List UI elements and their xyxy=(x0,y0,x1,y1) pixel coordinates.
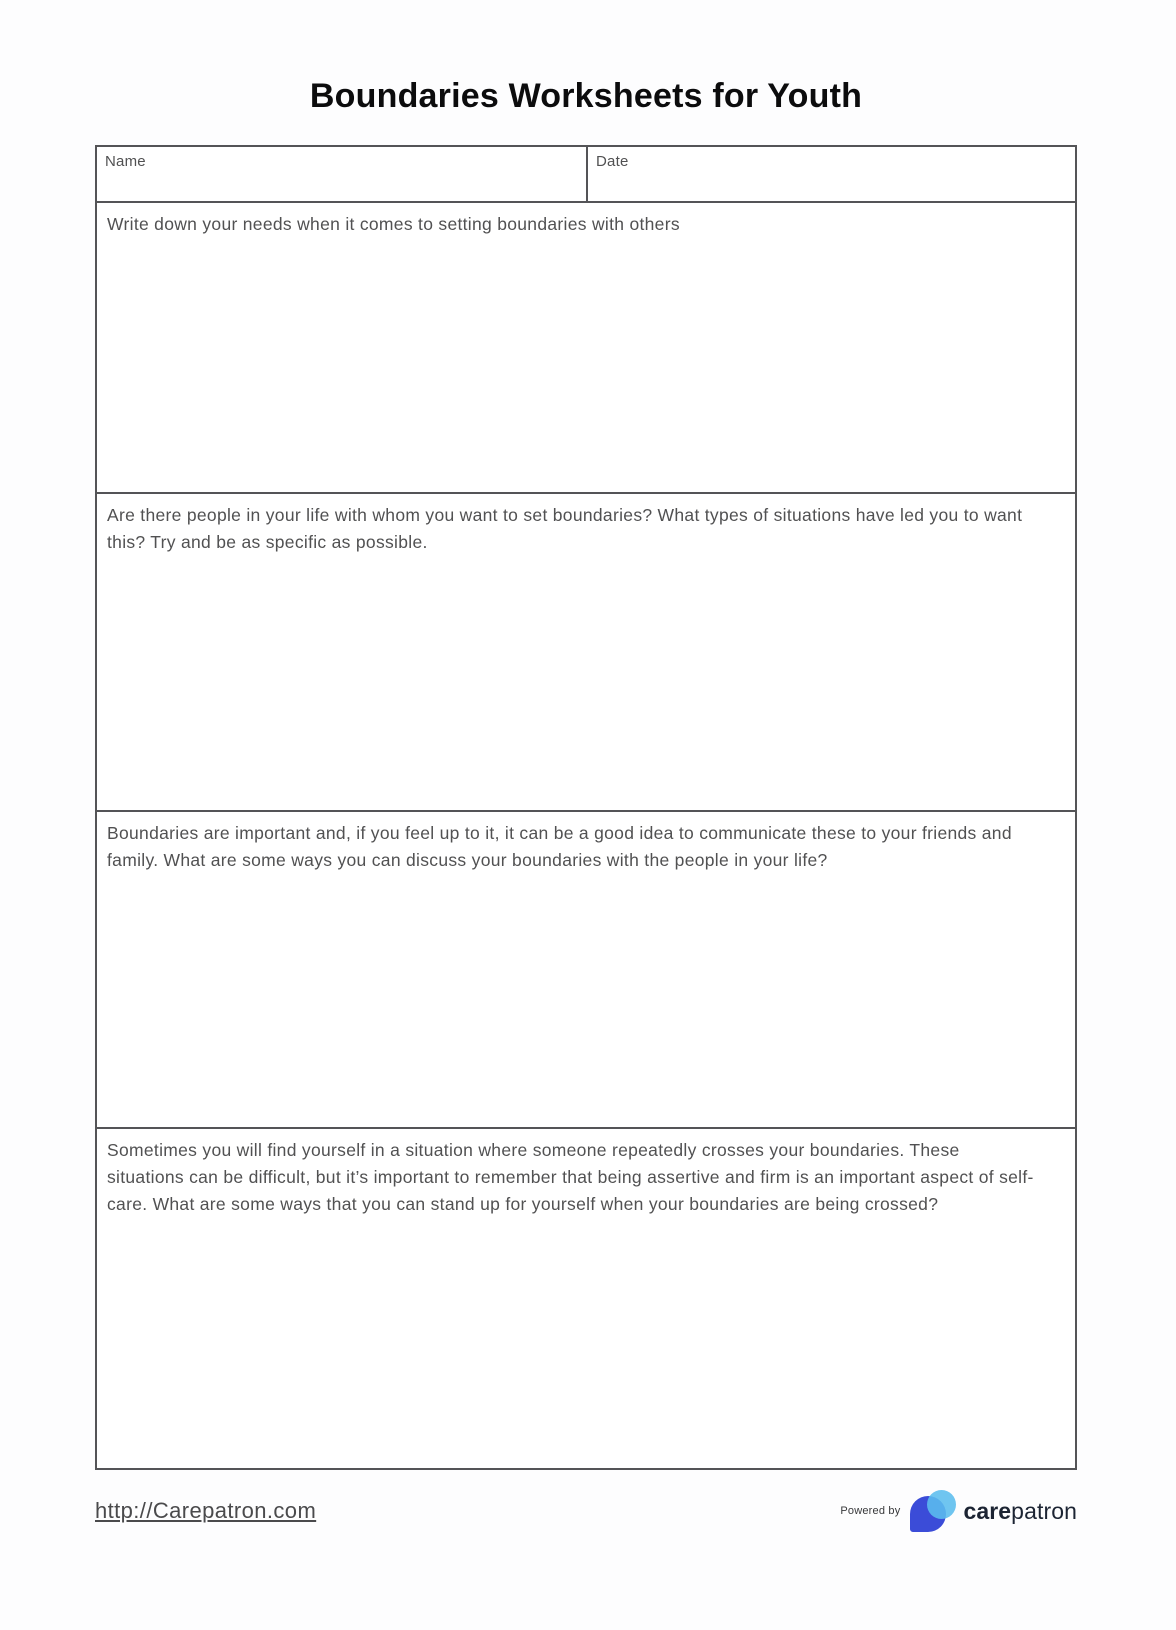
carepatron-link[interactable]: http://Carepatron.com xyxy=(95,1498,317,1523)
question-box-1 xyxy=(97,201,1075,492)
brand-patron: patron xyxy=(1011,1497,1077,1524)
question-box-3 xyxy=(97,810,1075,1127)
page-footer xyxy=(95,1488,1077,1534)
question-prompt-1: Write down your needs when it comes to setting boundaries with others xyxy=(107,214,680,234)
page-title: Boundaries Worksheets for Youth xyxy=(309,77,863,115)
question-prompt-3: Boundaries are important and, if you feel up to it, it can be a good idea to communicate these to your friends and family. What are some ways you can discuss your boundaries with the people in your life? xyxy=(107,823,1012,870)
question-box-2 xyxy=(97,492,1075,810)
question-box-4 xyxy=(97,1127,1075,1468)
question-prompt-2: Are there people in your life with whom you want to set boundaries? What types of situations have led you to want this? Try and be as specific as possible. xyxy=(107,505,1023,552)
worksheet-table xyxy=(95,145,1077,1470)
answer-area-4[interactable] xyxy=(97,1218,1075,1468)
date-label: Date xyxy=(596,153,629,170)
powered-by-block xyxy=(840,1488,1077,1534)
powered-by-label: Powered by xyxy=(840,1505,901,1517)
meta-row xyxy=(97,147,1075,201)
carepatron-logo-icon xyxy=(910,1488,958,1534)
carepatron-wordmark xyxy=(963,1498,1077,1525)
name-field[interactable] xyxy=(97,147,586,201)
answer-area-1[interactable] xyxy=(97,238,1075,492)
answer-area-2[interactable] xyxy=(97,556,1075,810)
name-label: Name xyxy=(105,153,146,170)
date-field[interactable] xyxy=(586,147,1075,201)
question-prompt-4: Sometimes you will find yourself in a situation where someone repeatedly crosses your boundaries. These situations can be difficult, but it’s important to remember that being assertive and firm is an important aspect of self-care. What are some ways that you can stand up for yourself when your boundaries are being crossed? xyxy=(107,1140,1034,1214)
brand-care: care xyxy=(963,1497,1012,1524)
logo-light-circle-icon xyxy=(927,1490,956,1519)
answer-area-3[interactable] xyxy=(97,874,1075,1127)
